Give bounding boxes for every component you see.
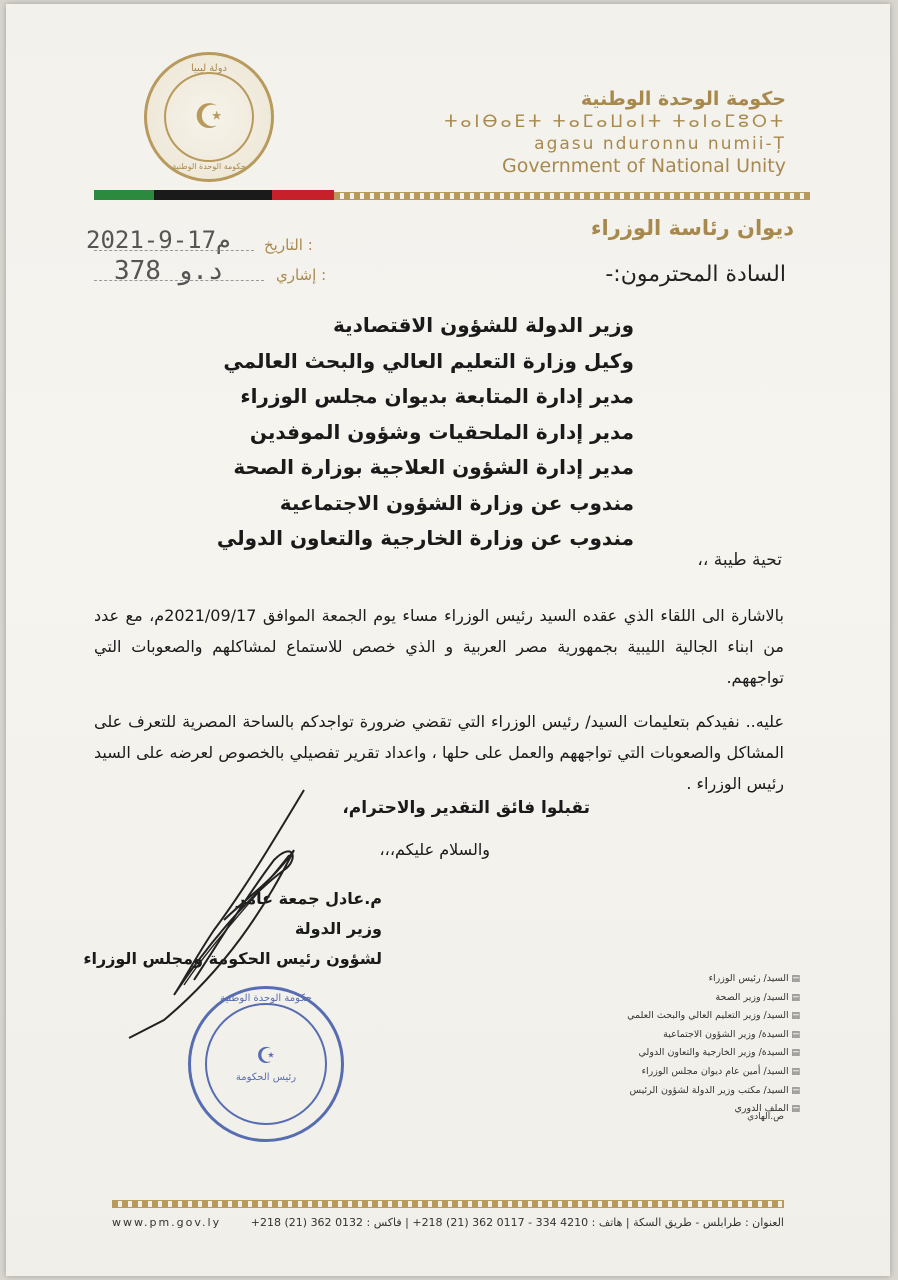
copies-list [627,970,800,1119]
copy-recipient: ▤ الملف الدوري [627,1100,800,1119]
body-paragraph-2: عليه.. نفيدكم بتعليمات السيد/ رئيس الوزراء التي تقضي ضرورة تواجدكم بالساحة المصرية للتعرف على المشاكل والصعوبات التي تواجههم والعمل على حلها ، واعداد تقرير تفصيلي بالخصوص لعرضه على السيد رئيس الوزراء . [94,712,784,793]
signatory-title: وزير الدولة [294,919,382,938]
footer-address: العنوان : طرابلس - طريق السكة | هاتف : 4210 334 - 0117 362 (21) 218+ | فاكس : 0132 362 (21) 218+ [250,1216,784,1229]
copy-recipient: ▤ السيد/ مكتب وزير الدولة لشؤون الرئيس [627,1082,800,1101]
gov-name-arabic: حكومة الوحدة الوطنية [580,88,786,110]
crescent-star-icon: ☪ [193,97,225,137]
copy-recipient: ▤ السيد/ رئيس الوزراء [627,970,800,989]
official-stamp [188,986,344,1142]
emblem-inner-ring [164,72,254,162]
emblem-text-top: دولة ليبيا [190,63,227,74]
gov-name-english: Government of National Unity [501,155,786,177]
signatory-name: م.عادل جمعة عامر [236,889,382,908]
recipient-line: مندوب عن وزارة الخارجية والتعاون الدولي [216,526,634,550]
office-title: ديوان رئاسة الوزراء [590,216,794,240]
reference-dotted-line [94,280,264,281]
stamp-outer-text: حكومة الوحدة الوطنية [220,993,312,1004]
header-ornament-line [334,192,810,200]
typist-initials: ص.الهادي [747,1112,784,1122]
footer [112,1216,784,1229]
stamp-crescent-icon: ☪ [256,1043,276,1069]
recipients-list [217,308,634,557]
stamp-inner-text: رئيس الحكومة [235,1071,297,1083]
flag-color-bar [94,190,334,200]
gov-name-latin: agasu nduronnu numii-Ț [534,134,786,154]
date-value: 2021-9-17م [86,226,231,254]
recipient-line: مدير إدارة المتابعة بديوان مجلس الوزراء [240,384,634,408]
footer-ornament-line [112,1200,784,1208]
gov-name-tifinagh: ⵜⴰⵏⴱⴰⴹⵜ ⵜⴰⵎⴰⵡⴰⵏⵜ ⵜⴰⵏⴰⵎⵓⵔⵜ [444,112,786,132]
recipient-line: مدير إدارة الملحقيات وشؤون الموفدين [249,419,634,444]
copy-recipient: ▤ السيد/ أمين عام ديوان مجلس الوزراء [627,1063,800,1082]
footer-website: www.pm.gov.ly [112,1216,222,1229]
stamp-inner-ring [205,1003,327,1125]
date-dotted-line [94,250,254,251]
recipient-line: مندوب عن وزارة الشؤون الاجتماعية [279,490,634,515]
greeting: تحية طيبة ،، [697,550,782,570]
recipient-line: مدير إدارة الشؤون العلاجية بوزارة الصحة [233,455,634,479]
copy-recipient: ▤ السيد/ وزير الصحة [627,989,800,1008]
copy-recipient: ▤ السيد/ وزير التعليم العالي والبحث العلمي [627,1007,800,1026]
recipient-line: وكيل وزارة التعليم العالي والبحث العالمي [223,348,634,373]
closing-regards: تقبلوا فائق التقدير والاحترام، [342,798,590,818]
copy-recipient: ▤ السيدة/ وزير الشؤون الاجتماعية [627,1026,800,1045]
recipient-line: وزير الدولة للشؤون الاقتصادية [333,313,634,337]
signatory-office: لشؤون رئيس الحكومة ومجلس الوزراء [83,949,382,968]
salutation: السادة المحترمون:- [605,262,786,287]
reference-label: إشاري : [276,266,327,284]
body-paragraph-1: بالاشارة الى اللقاء الذي عقده السيد رئيس الوزراء مساء يوم الجمعة الموافق 2021/09/17م، مع عدد من ابناء الجالية الليبية بجمهورية مصر العربية و الذي خصص للاستماع لمشاكلهم والصعوبات التي تواجههم. [94,606,784,687]
letter-page [6,4,890,1276]
emblem-text-bottom: حكومة الوحدة الوطنية [172,162,246,171]
state-emblem [144,52,274,182]
closing-peace: والسلام عليكم،،، [379,840,490,859]
reference-value: 378 د.و [114,256,224,286]
copy-recipient: ▤ السيدة/ وزير الخارجية والتعاون الدولي [627,1044,800,1063]
date-label: التاريخ : [264,236,313,254]
